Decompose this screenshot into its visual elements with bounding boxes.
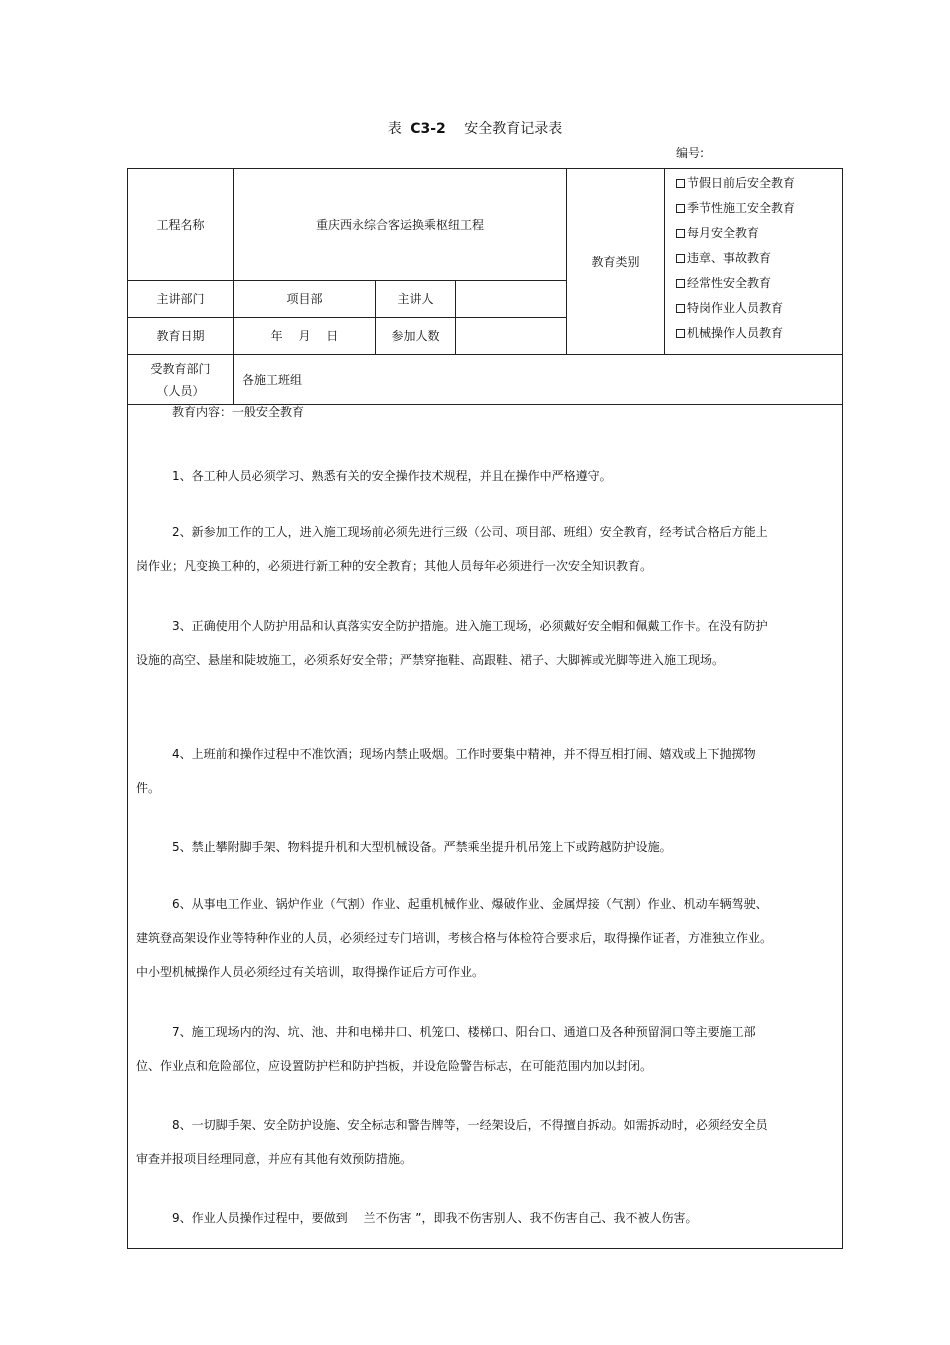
column-divider <box>664 169 665 354</box>
checkbox-icon[interactable] <box>676 179 685 188</box>
checkbox-icon[interactable] <box>676 329 685 338</box>
category-option[interactable] <box>676 246 795 271</box>
category-option[interactable] <box>676 296 795 321</box>
content-item: 9、作业人员操作过程中，要做到 兰不伤害 ”，即我不伤害别人、我不伤害自己、我不被人伤害。 <box>172 1211 698 1225</box>
checkbox-icon[interactable] <box>676 279 685 288</box>
category-option-label: 机械操作人员教育 <box>687 326 784 340</box>
checkbox-icon[interactable] <box>676 229 685 238</box>
attendees-value[interactable] <box>456 318 566 354</box>
project-name-label: 工程名称 <box>156 217 205 232</box>
content-item: 8、一切脚手架、安全防护设施、安全标志和警告牌等，一经架设后，不得擅自拆动。如需拆动时，必须经安全员审查并报项目经理同意，并应有其他有效预防措施。 <box>136 1118 768 1166</box>
project-name-value: 重庆西永综合客运换乘枢纽工程 <box>315 217 484 232</box>
education-category-label: 教育类别 <box>591 254 640 269</box>
speaker-value[interactable] <box>456 281 566 317</box>
category-option-label: 特岗作业人员教育 <box>687 301 784 315</box>
category-option-label: 节假日前后安全教育 <box>687 176 796 190</box>
lecture-dept-label: 主讲部门 <box>156 292 205 306</box>
content-item: 7、施工现场内的沟、坑、池、井和电梯井口、机笼口、楼梯口、阳台口、通道口及各种预留洞口等主要施工部位、作业点和危险部位，应设置防护栏和防护挡板，并设危险警告标志，在可能范围内加以封闭。 <box>136 1025 756 1073</box>
education-date-label: 教育日期 <box>156 329 205 343</box>
content-item: 3、正确使用个人防护用品和认真落实安全防护措施。进入施工现场，必须戴好安全帽和佩戴工作卡。在没有防护设施的高空、悬崖和陡坡施工，必须系好安全带；严禁穿拖鞋、高跟鞋、裙子、大脚裤或光脚等进入施工现场。 <box>136 619 768 667</box>
page-title <box>0 118 950 138</box>
checkbox-icon[interactable] <box>676 204 685 213</box>
recipient-value: 各施工班组 <box>242 372 303 387</box>
content-item: 2、新参加工作的工人，进入施工现场前必须先进行三级（公司、项目部、班组）安全教育，经考试合格后方能上岗作业；凡变换工种的，必须进行新工种的安全教育；其他人员每年必须进行一次安全知识教育。 <box>136 525 768 573</box>
content-item: 5、禁止攀附脚手架、物料提升机和大型机械设备。严禁乘坐提升机吊笼上下或跨越防护设施。 <box>172 840 672 854</box>
speaker-label: 主讲人 <box>397 292 434 306</box>
education-date-value[interactable]: 年 月 日 <box>270 329 339 343</box>
checkbox-icon[interactable] <box>676 304 685 313</box>
safety-education-form <box>127 168 843 1249</box>
category-option[interactable] <box>676 221 795 246</box>
content-heading: 教育内容：一般安全教育 <box>172 405 305 419</box>
education-category-list <box>676 171 795 346</box>
category-option-label: 违章、事故教育 <box>687 251 772 265</box>
category-option-label: 每月安全教育 <box>687 226 760 240</box>
lecture-dept-value: 项目部 <box>286 292 323 306</box>
attendees-label: 参加人数 <box>391 329 440 343</box>
category-option[interactable] <box>676 196 795 221</box>
recipient-label-line2: （人员） <box>156 383 205 398</box>
checkbox-icon[interactable] <box>676 254 685 263</box>
category-option-label: 季节性施工安全教育 <box>687 201 796 215</box>
title-prefix: 表 <box>387 121 402 137</box>
content-item: 6、从事电工作业、锅炉作业（气割）作业、起重机械作业、爆破作业、金属焊接（气割）作业、机动车辆驾驶、建筑登高架设作业等特种作业的人员，必须经过专门培训，考核合格与体检符合要求后，取得操作证者，方准独立作业。中小型机械操作人员必须经过有关培训，取得操作证后方可作业。 <box>136 897 773 979</box>
category-option[interactable] <box>676 321 795 346</box>
category-option-label: 经常性安全教育 <box>687 276 772 290</box>
title-text: 安全教育记录表 <box>464 121 563 137</box>
recipient-label <box>128 355 233 404</box>
title-code: C3-2 <box>410 121 446 137</box>
content-item: 4、上班前和操作过程中不准饮酒；现场内禁止吸烟。工作时要集中精神，并不得互相打闹、嬉戏或上下抛掷物件。 <box>136 747 756 795</box>
recipient-label-line1: 受教育部门 <box>150 361 211 376</box>
category-option[interactable] <box>676 171 795 196</box>
content-item: 1、各工种人员必须学习、熟悉有关的安全操作技术规程，并且在操作中严格遵守。 <box>172 469 612 483</box>
category-option[interactable] <box>676 271 795 296</box>
document-number-label: 编号: <box>676 146 705 160</box>
